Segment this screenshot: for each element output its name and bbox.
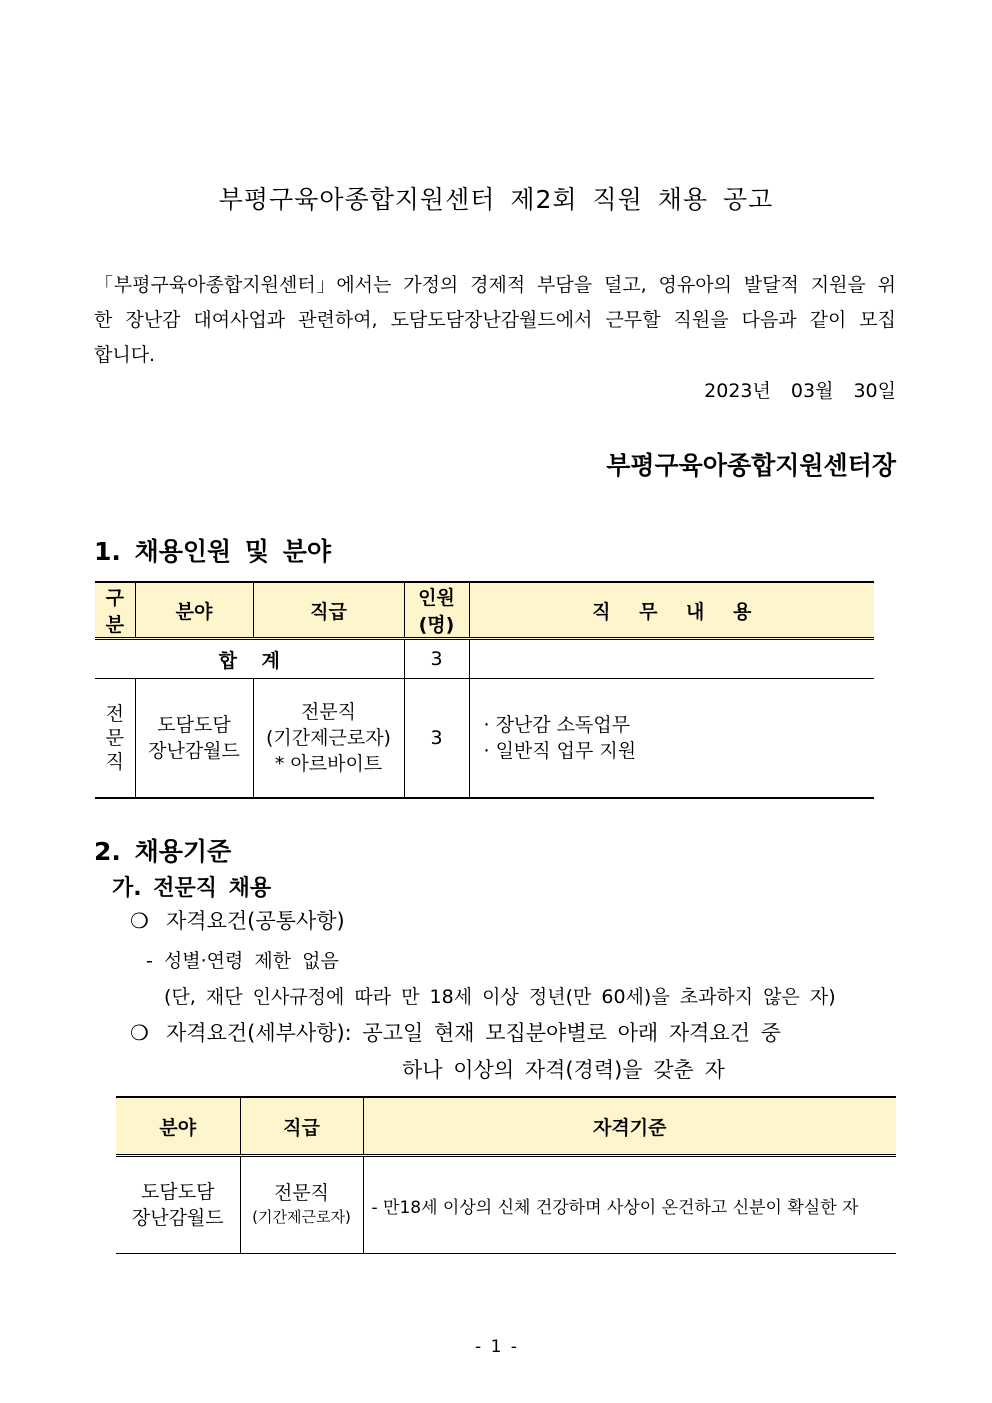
header-count: 인원 (명) — [404, 582, 469, 639]
notice-date: 2023년 03월 30일 — [704, 380, 896, 402]
duty-item: · 장난감 소독업무 — [483, 714, 631, 736]
common-line-2: (단, 재단 인사규정에 따라 만 18세 이상 정년(만 60세)을 초과하지 않은 자) — [164, 986, 836, 1008]
header-field: 분야 — [135, 582, 253, 639]
row-duties — [469, 679, 874, 799]
table-row — [95, 679, 874, 799]
row-rank: 전문직 (기간제근로자) * 아르바이트 — [253, 679, 404, 799]
section1-heading: 1. 채용인원 및 분야 — [94, 537, 332, 566]
document-title: 부평구육아종합지원센터 제2회 직원 채용 공고 — [218, 185, 774, 214]
total-count: 3 — [404, 639, 469, 679]
detail-line-2: 하나 이상의 자격(경력)을 갖춘 자 — [402, 1058, 725, 1082]
intro-paragraph: 「부평구육아종합지원센터」에서는 가정의 경제적 부담을 덜고, 영유아의 발달적 지원을 위한 장난감 대여사업과 관련하여, 도담도담장난감월드에서 근무할 직원을 다음과 같이 모집합니다. — [94, 274, 896, 366]
table-row — [116, 1156, 896, 1254]
recruitment-table — [95, 581, 874, 799]
header-field: 분야 — [116, 1097, 240, 1156]
common-requirements: ❍ 자격요건(공통사항) — [130, 909, 345, 933]
criteria-table — [116, 1096, 896, 1254]
circle-bullet-icon: ❍ — [130, 909, 149, 933]
header-rank: 직급 — [253, 582, 404, 639]
row-field: 도담도담 장난감월드 — [135, 679, 253, 799]
row-division: 전 문 직 — [95, 679, 135, 799]
total-label: 합 계 — [95, 639, 404, 679]
total-duty — [469, 639, 874, 679]
signer: 부평구육아종합지원센터장 — [606, 451, 896, 480]
circle-bullet-icon: ❍ — [130, 1021, 149, 1045]
detail-requirements: ❍ 자격요건(세부사항): 공고일 현재 모집분야별로 아래 자격요건 중 — [130, 1021, 781, 1045]
row-criteria: - 만18세 이상의 신체 건강하며 사상이 온건하고 신분이 확실한 자 — [363, 1156, 896, 1254]
header-duty: 직 무 내 용 — [469, 582, 874, 639]
table-header-row — [116, 1097, 896, 1156]
row-rank: 전문직 (기간제근로자) — [240, 1156, 363, 1254]
header-criteria: 자격기준 — [363, 1097, 896, 1156]
section2-heading: 2. 채용기준 — [94, 837, 232, 866]
subsection-heading: 가. 전문직 채용 — [112, 876, 272, 901]
header-rank: 직급 — [240, 1097, 363, 1156]
table-header-row — [95, 582, 874, 639]
common-line-1: - 성별·연령 제한 없음 — [146, 950, 339, 972]
row-field: 도담도담 장난감월드 — [116, 1156, 240, 1254]
page-number: - 1 - — [475, 1337, 517, 1357]
duty-item: · 일반직 업무 지원 — [483, 740, 637, 762]
total-row — [95, 639, 874, 679]
row-count: 3 — [404, 679, 469, 799]
header-division: 구 분 — [95, 582, 135, 639]
